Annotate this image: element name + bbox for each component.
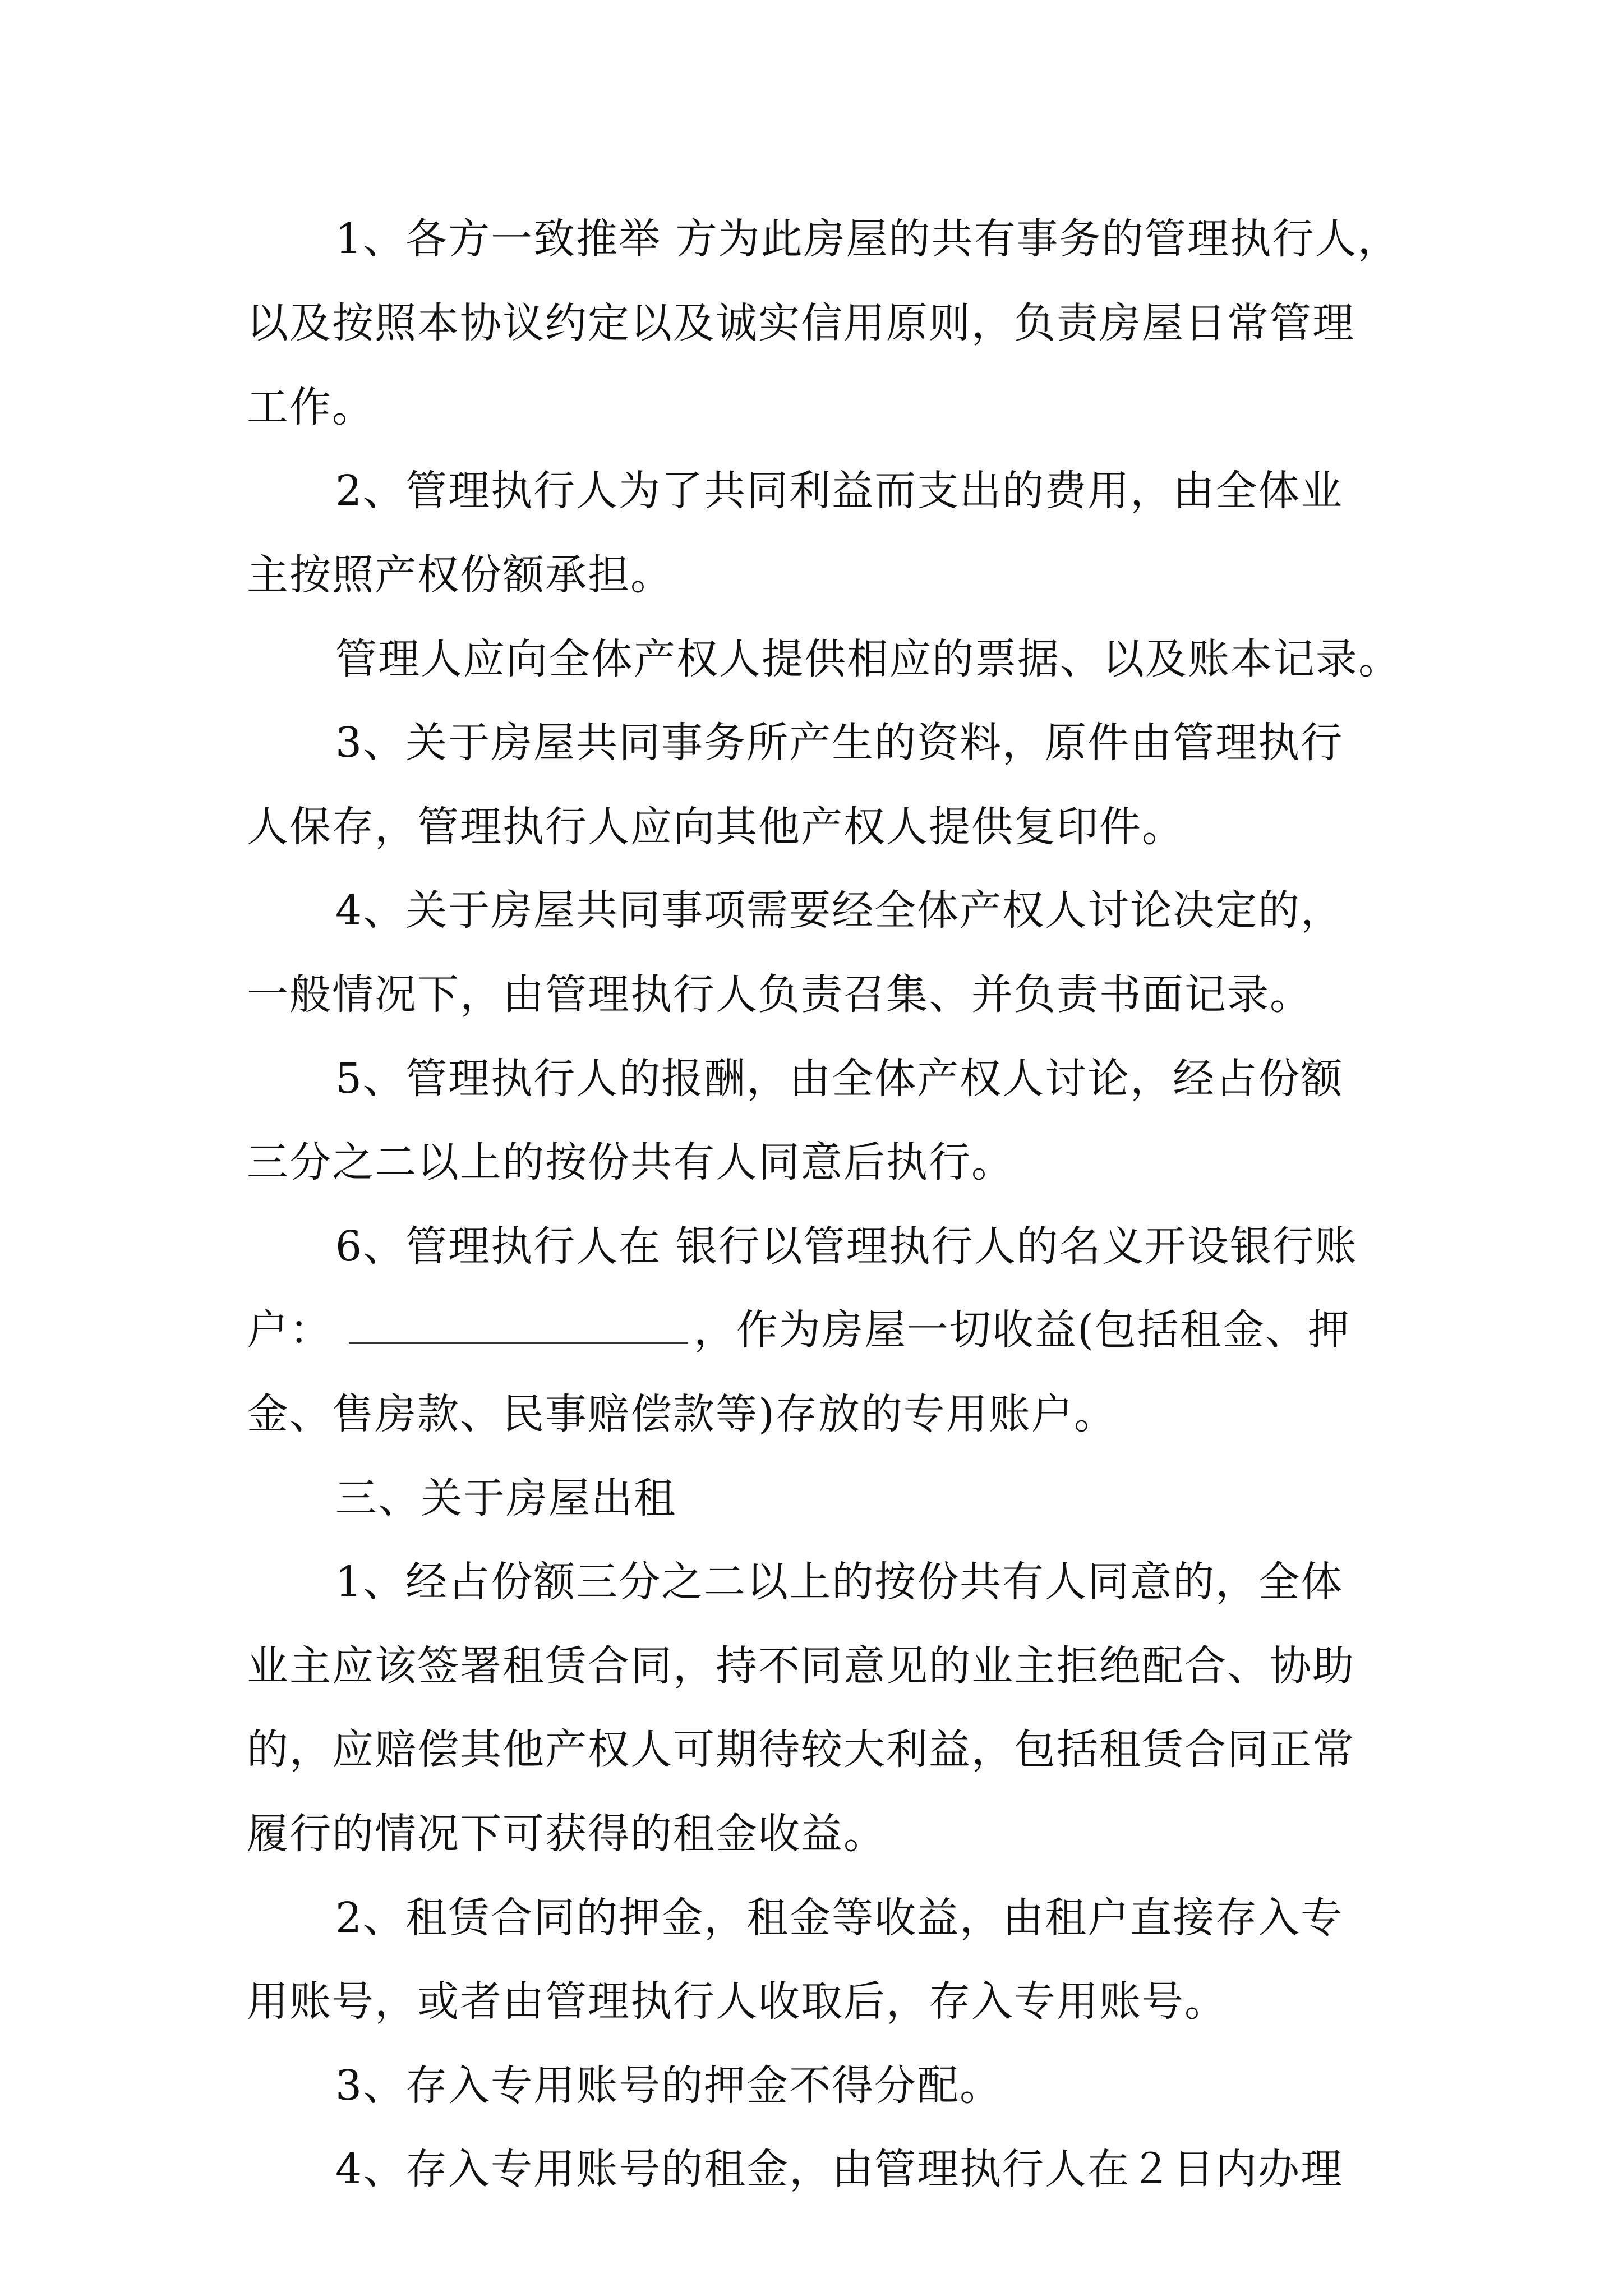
paragraph-line: 2、租赁合同的押金，租金等收益，由租户直接存入专 <box>335 1894 1344 1942</box>
paragraph-line: 6、管理执行人在 银行以管理执行人的名义开设银行账 <box>335 1222 1358 1271</box>
paragraph-line: 1、各方一致推举 方为此房屋的共有事务的管理执行人， <box>335 215 1400 263</box>
paragraph-line: 主按照产权份额承担。 <box>247 551 673 599</box>
paragraph-line: 履行的情况下可获得的租金收益。 <box>247 1810 886 1858</box>
paragraph-line: 业主应该签署租赁合同，持不同意见的业主拒绝配合、协助 <box>247 1642 1355 1690</box>
paragraph-line: 三分之二以上的按份共有人同意后执行。 <box>247 1138 1014 1186</box>
paragraph-line: 的，应赔偿其他产权人可期待较大利益，包括租赁合同正常 <box>247 1726 1355 1774</box>
paragraph-line: 2、管理执行人为了共同利益而支出的费用，由全体业 <box>335 467 1344 515</box>
paragraph-line: 一般情况下，由管理执行人负责召集、并负责书面记录。 <box>247 970 1312 1019</box>
paragraph-line: 用账号，或者由管理执行人收取后，存入专用账号。 <box>247 1977 1227 2026</box>
paragraph-line: 1、经占份额三分之二以上的按份共有人同意的，全体 <box>335 1558 1344 1606</box>
paragraph-line: 管理人应向全体产权人提供相应的票据、以及账本记录。 <box>335 635 1401 683</box>
account-line <box>247 1302 1350 1358</box>
paragraph-line: 3、关于房屋共同事务所产生的资料，原件由管理执行 <box>335 719 1344 767</box>
account-line-continuation: ，作为房屋一切收益(包括租金、押 <box>694 1306 1350 1354</box>
paragraph-line: 4、存入专用账号的租金，由管理执行人在２日内办理 <box>335 2145 1344 2193</box>
paragraph-line: 3、存入专用账号的押金不得分配。 <box>335 2062 1003 2110</box>
account-number-blank <box>349 1308 688 1344</box>
paragraph-line: 4、关于房屋共同事项需要经全体产权人讨论决定的， <box>335 886 1344 935</box>
section-heading: 三、关于房屋出租 <box>335 1474 676 1522</box>
account-label: 户： <box>247 1306 332 1354</box>
paragraph-line: 金、售房款、民事赔偿款等)存放的专用账户。 <box>247 1390 1117 1438</box>
paragraph-line: 工作。 <box>247 383 375 431</box>
paragraph-line: 以及按照本协议约定以及诚实信用原则，负责房屋日常管理 <box>247 299 1355 347</box>
paragraph-line: 人保存，管理执行人应向其他产权人提供复印件。 <box>247 803 1184 851</box>
paragraph-line: 5、管理执行人的报酬，由全体产权人讨论，经占份额 <box>335 1055 1344 1103</box>
